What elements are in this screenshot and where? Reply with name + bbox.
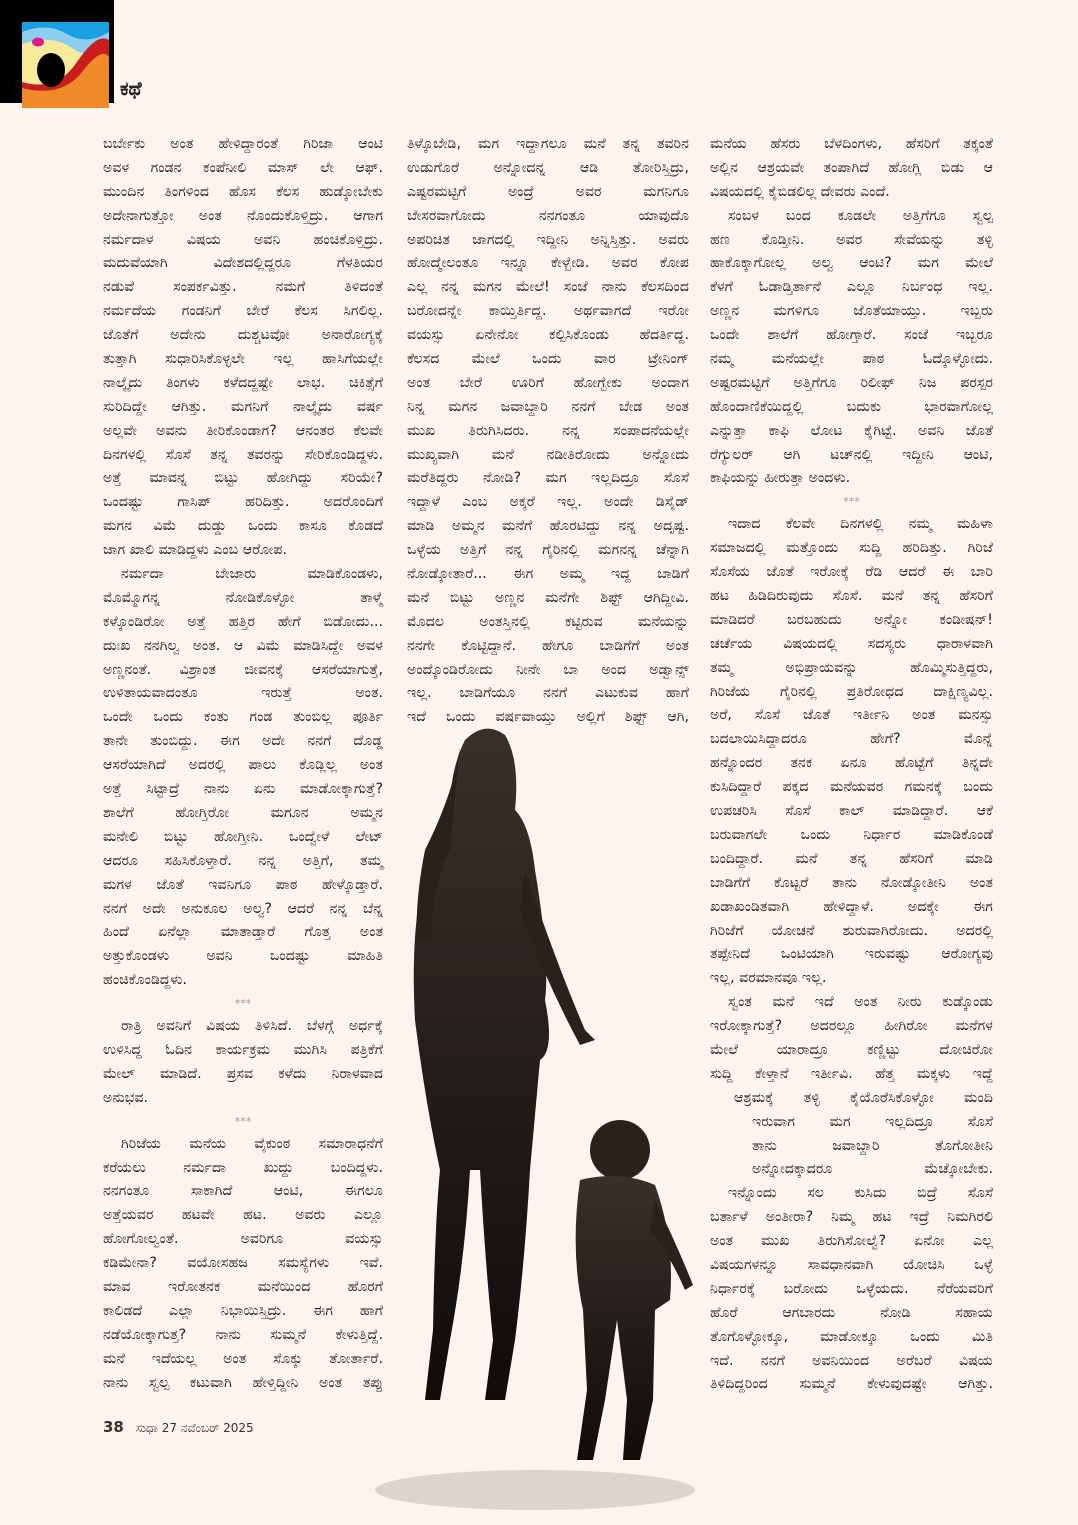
text-line: ಗಿರಿಜೆಗೆ ಯೋಚನೆ ಶುರುವಾಗಿರೋದು. ಅದರಲ್ಲಿ bbox=[710, 922, 993, 939]
text-line: ಕೆಲಸದ ಮೇಲೆ ಒಂದು ವಾರ ಟ್ರೇನಿಂಗ್ bbox=[407, 351, 689, 368]
section-separator: *** bbox=[234, 1114, 252, 1128]
text-line: ಜಾಗ ಖಾಲಿ ಮಾಡಿದ್ದಳು ಎಂಬ ಆರೋಪ. bbox=[103, 542, 287, 559]
text-line: ಅತ್ತೆ ಸಿಟ್ಟಾದ್ರೆ ನಾನು ಏನು ಮಾಡೋಕ್ಕಾಗುತ್ತೆ? bbox=[103, 781, 383, 798]
text-line: ನನಗಂತೂ ಸಾಕಾಗಿದೆ ಆಂಟಿ, ಈಗಲೂ bbox=[103, 1183, 383, 1200]
text-line: ರೆಗ್ಯುಲರ್ ಆಗಿ ಟಚ್‌ನಲ್ಲಿ ಇದ್ದೀನಿ ಆಂಟಿ, bbox=[710, 446, 993, 463]
paragraph bbox=[103, 1133, 383, 1396]
text-line: ಜೊತೆಗೆ ಅದೇನು ದುಶ್ಚಟವೋ ಅನಾರೋಗ್ಯಕ್ಕೆ bbox=[103, 327, 383, 344]
paragraph bbox=[710, 513, 993, 991]
article-column-2 bbox=[407, 133, 689, 730]
text-line: ಗಿರಿಜೆಯ ಗೈರಿನಲ್ಲಿ ಪ್ರತಿರೋಧದ ದಾಕ್ಷಿಣ್ಯವಿಲ್ಲ. bbox=[710, 683, 993, 700]
kathe-section-logo bbox=[22, 22, 109, 108]
section-label: ಕಥೆ bbox=[120, 78, 142, 100]
text-line: ಮೊಮ್ಮೊಗನ್ನ ನೋಡಿಕೊಳ್ಳೋ ತಾಳ್ಮೆ bbox=[103, 589, 383, 606]
text-line: ಕುಸಿದಿದ್ದಾರೆ ಪಕ್ಕದ ಮನೆಯವರ ಗಮನಕ್ಕೆ ಬಂದು bbox=[710, 779, 993, 796]
text-line: ಬದಲಾಯಿಸಿದ್ದಾದರೂ ಹೇಗೆ? ಮೊನ್ನೆ bbox=[710, 731, 993, 748]
text-line: ಎಷ್ಟರಮಟ್ಟಿಗೆ ಅಂದ್ರೆ ಅವರ ಮಗನಿಗೂ bbox=[407, 183, 689, 200]
text-line: ಮನೆ ಬಿಟ್ಟು ಅಣ್ಣನ ಮನೆಗೇ ಶಿಫ್ಟ್ ಆಗಿದ್ದೀವಿ. bbox=[407, 589, 689, 606]
text-line: ವಿಷಯದಲ್ಲಿ ಕೈಬಿಡಲಿಲ್ಲ ದೇವರು ಎಂದೆ. bbox=[710, 183, 890, 200]
text-line: ಇದಾದ ಕೆಲವೇ ದಿನಗಳಲ್ಲಿ ನಮ್ಮ ಮಹಿಳಾ bbox=[728, 516, 993, 533]
text-line: ಗಿರಿಜೆಯ ಮನೆಯ ವೈಕುಂಠ ಸಮಾರಾಧನೆಗೆ bbox=[121, 1135, 383, 1152]
paragraph bbox=[710, 1087, 993, 1183]
text-line: ಉಡುಗೊರೆ ಅನ್ನೋದನ್ನ ಆಡಿ ತೋರಿಸ್ತಿದ್ರು, bbox=[407, 159, 689, 176]
text-line: ಬೇಸರವಾಗೋದು ನನಗಂತೂ ಯಾವುದೊ bbox=[407, 207, 689, 224]
text-line: ತಪ್ಪೇನಿದೆ ಒಂಟಿಯಾಗಿ ಇರುವಷ್ಟು ಆರೋಗ್ಯವು bbox=[710, 946, 993, 963]
paragraph bbox=[103, 1015, 383, 1111]
text-line: ತೊಗೊಳ್ಳೋಕ್ಕೂ, ಮಾಡೋಕ್ಕೂ ಒಂದು ಮಿತಿ bbox=[710, 1328, 993, 1345]
text-line: ಬಾಡಿಗೆಗೆ ಕೊಟ್ಟರೆ ತಾನು ನೋಡ್ಕೋತೀನಿ ಅಂತ bbox=[710, 874, 993, 891]
text-line: ಅತ್ತುಕೊಂಡಳು ಅವನಿ ಒಂದಷ್ಟು ಮಾಹಿತಿ bbox=[103, 948, 383, 965]
child-head bbox=[590, 1120, 650, 1180]
text-line: ಮೊದಲ ಅಂತಸ್ತಿನಲ್ಲಿ ಕಟ್ಟಿರುವ ಮನೆಯನ್ನು bbox=[407, 613, 689, 630]
text-line: ಬಂದಿದ್ದಾರೆ. ಮನೆ ತನ್ನ ಹೆಸರಿಗೆ ಮಾಡಿ bbox=[710, 850, 993, 867]
paragraph bbox=[407, 133, 689, 730]
text-line: ಅತ್ತೆ ಮಾವನ್ನ ಬಿಟ್ಟು ಹೋಗಿದ್ದು ಸರಿಯೇ? bbox=[103, 470, 383, 487]
magazine-name: ಸುಧಾ bbox=[135, 1421, 158, 1435]
text-line: ಮೇಲ್ ಮಾಡಿದೆ. ಪ್ರಸವ ಕಳೆದು ನಿರಾಳವಾದ bbox=[103, 1065, 383, 1082]
text-line: ಆದರೂ ಸಹಿಸಿಕೊಳ್ತಾರೆ. ನನ್ನ ಅತ್ತಿಗೆ, ತಮ್ಮ bbox=[103, 852, 383, 869]
text-line: ಮನೆಯ ಹೆಸರು ಬೆಳದಿಂಗಳು, ಹೆಸರಿಗೆ ತಕ್ಕಂತೆ bbox=[710, 136, 993, 152]
text-line: ಸುದ್ದಿ ಕೇಳ್ತಾನೆ ಇರ್ತೀವಿ. ಹೆತ್ತ ಮಕ್ಕಳು ಇದ್ದೆ bbox=[710, 1065, 993, 1082]
text-line: ಖಡಾಖಂಡಿತವಾಗಿ ಹೇಳಿದ್ದಾಳೆ. ಅದಕ್ಕೇ ಈಗ bbox=[710, 898, 993, 915]
text-line: ಅನುಭವ. bbox=[103, 1089, 149, 1106]
text-line: ಮುಖ ತಿರುಗಿಸಿದರು. ನನ್ನ ಸಂಪಾದನೆಯಲ್ಲೇ bbox=[407, 422, 689, 439]
text-line: ಸಮಾಜದಲ್ಲಿ ಮತ್ತೊಂದು ಸುದ್ದಿ ಹರಿದಿತ್ತು. ಗಿರಿಜೆ bbox=[710, 540, 993, 557]
text-line: ನಡುವೆ ಸಂಪರ್ಕವಿತ್ತು. ನಮಗೆ ತಿಳಿದಂತೆ bbox=[103, 279, 383, 296]
page-footer bbox=[103, 1418, 254, 1436]
text-line: ಸಂಬಳ ಬಂದ ಕೂಡಲೇ ಅತ್ತಿಗೆಗೂ ಸ್ವಲ್ಪ bbox=[728, 207, 993, 224]
text-line: ನಾಲ್ಕೈದು ತಿಂಗಳು ಕಳೆದದ್ದಷ್ಟೇ ಲಾಭ. ಚಿಕಿತ್ಸೆಗೆ bbox=[103, 374, 383, 391]
paragraph bbox=[103, 563, 383, 993]
text-line: ಸ್ವಂತ ಮನೆ ಇದೆ ಅಂತ ನೀರು ಕುಡ್ಕೊಂಡು bbox=[728, 994, 993, 1011]
text-line: ಅಣ್ಣನ ಮಗಳಿಗೂ ಜೊತೆಯಾಯ್ತು. ಇಬ್ಬರು bbox=[710, 303, 993, 320]
text-line: ತಮ್ಮ ಅಭಿಪ್ರಾಯವನ್ನು ಹೊಮ್ಮಿಸುತ್ತಿದ್ದರು, bbox=[710, 659, 993, 676]
text-line: ಒಂದಷ್ಟು ಗಾಸಿಪ್ ಹರಿದಿತ್ತು. ಅದರೊಂದಿಗೆ bbox=[103, 494, 383, 511]
text-line: ಅರೆ, ಸೊಸೆ ಜೊತೆ ಇರ್ತೀನಿ ಅಂತ ಮನಸ್ಸು bbox=[710, 707, 993, 724]
paragraph bbox=[103, 133, 383, 563]
text-line: ನಡೆಯೋಕ್ಕಾಗುತ್ತ? ನಾನು ಸುಮ್ಮನೆ ಕೇಳುತ್ತಿದ್ದೆ. bbox=[103, 1326, 383, 1343]
text-line: ಆಶ್ರಮಕ್ಕೆ ತಳ್ಳಿ ಕೈಯೊರೆಸಿಕೊಳ್ಳೋ ಮಂದಿ bbox=[734, 1089, 993, 1106]
text-line: ಕಾಲಿಡದೆ ಎಲ್ಲಾ ನಿಭಾಯಿಸ್ತಿದ್ರು. ಈಗ ಹಾಗೆ bbox=[103, 1302, 383, 1319]
text-line: ಮಾಡಿ ಅಮ್ಮನ ಮನೆಗೆ ಹೊರಟಿದ್ದು ನನ್ನ ಅದೃಷ್ಟ. bbox=[407, 518, 689, 535]
text-line: ಅಷ್ಟರಮಟ್ಟಿಗೆ ಅತ್ತಿಗೆಗೂ ರಿಲೀಫ್ ನಿಜ ಪರಸ್ಪರ bbox=[710, 374, 993, 391]
text-line: ಅತ್ತೆಯವರ ಹಟವೇ ಹಟ. ಅವರು ಎಲ್ಲೂ bbox=[103, 1207, 383, 1224]
text-line: ಅದೇನಾಗುತ್ತೋ ಅಂತ ನೊಂದುಕೊಳ್ತಿದ್ರು. ಆಗಾಗ bbox=[103, 207, 383, 224]
text-line: ಅಲ್ಲಿನ ಆಶ್ರಯವೇ ತಂಪಾಗಿದೆ ಹೋಗ್ಲಿ ಬಿಡು ಆ bbox=[710, 159, 993, 176]
text-line: ಸೊಸೆಯ ಜೊತೆ ಇರೋಕ್ಕೆ ರೆಡಿ ಆದರೆ ಈ ಬಾರಿ bbox=[710, 564, 993, 581]
text-line: ಹಂಚಿಕೊಂಡಿದ್ದಳು. bbox=[103, 972, 188, 989]
text-line: ಅಂತ ಬೇರೆ ಊರಿಗೆ ಹೋಗ್ಬೇಕು ಅಂದಾಗ bbox=[407, 374, 689, 391]
text-line: ಇದೆ ಒಂದು ವರ್ಷವಾಯ್ತು ಅಲ್ಲಿಗೆ ಶಿಫ್ಟ್ ಆಗಿ, bbox=[407, 709, 689, 726]
text-line: ಶಾಲೆಗೆ ಹೋಗ್ತಿರೋ ಮಗೂನ ಅಮ್ಮನ bbox=[103, 804, 383, 821]
text-line: ಕಾಫಿಯನ್ನು ಹೀರುತ್ತಾ ಅಂದಳು. bbox=[710, 470, 851, 487]
text-line: ಮುಖ್ಯವಾಗಿ ಮನೆ ನಡೀತಿರೋದು ಅನ್ನೋದು bbox=[407, 446, 689, 463]
text-line: ಒಂದೇ ಶಾಲೆಗೆ ಹೋಗ್ತಾರೆ. ಸಂಜೆ ಇಬ್ಬರೂ bbox=[710, 327, 993, 344]
article-column-3 bbox=[710, 133, 993, 1397]
text-line: ನಿನ್ನ ಮಗನ ಜವಾಬ್ದಾರಿ ನನಗೆ ಬೇಡ ಅಂತ bbox=[407, 398, 689, 415]
paragraph bbox=[710, 133, 993, 205]
text-line: ಬರುವಾಗಲೇ ಒಂದು ನಿರ್ಧಾರ ಮಾಡಿಕೊಂಡೆ bbox=[710, 826, 993, 843]
text-line: ಹೋಗೋಲ್ವಂತೆ. ಅವರಿಗೂ ವಯಸ್ಸು bbox=[103, 1231, 383, 1248]
text-line: ಕೆಳಗೆ ಓಡಾಡ್ತಿರ್ತಾನೆ ಎಲ್ಲೂ ನಿರ್ಬಂಧ ಇಲ್ಲ. bbox=[710, 279, 993, 296]
text-line: ಅಣ್ಣನಂತೆ. ವಿಶ್ರಾಂತ ಜೀವನಕ್ಕೆ ಆಸರೆಯಾಗುತ್ತೆ, bbox=[103, 661, 383, 678]
text-line: ಇದೆ. ನನಗೆ ಅವನಿಯಿಂದ ಅರೆಬರೆ ವಿಷಯ bbox=[710, 1352, 993, 1369]
text-line: ಅವಳ ಗಂಡನ ಕಂಪೆನೀಲಿ ಮಾಸ್ ಲೇ ಆಫ್. bbox=[103, 159, 383, 176]
text-line: ಇನ್ನೊಂದು ಸಲ ಕುಸಿದು ಬಿದ್ರೆ ಸೊಸೆ bbox=[728, 1185, 993, 1202]
article-column-1 bbox=[103, 133, 383, 1395]
page-number: 38 bbox=[103, 1418, 124, 1436]
text-line: ಇಲ್ಲ, ವರಮಾನವೂ ಇಲ್ಲ. bbox=[710, 970, 827, 987]
text-line: ವಿಷಯಗಳನ್ನೂ ಸಾವಧಾನವಾಗಿ ಯೋಚಿಸಿ ಒಳ್ಳೆ bbox=[710, 1256, 993, 1273]
text-line: ಮನೇಲಿ ಬಿಟ್ಟು ಹೋಗ್ತೀನಿ. ಒಂದ್ವೇಳೆ ಲೇಟ್ bbox=[103, 828, 383, 845]
text-line: ಚರ್ಚೆಯ ವಿಷಯದಲ್ಲಿ ಸದಸ್ಯರು ಧಾರಾಳವಾಗಿ bbox=[710, 635, 993, 652]
text-line: ನೋಡ್ಕೋತಾರೆ... ಈಗ ಅಮ್ಮ ಇದ್ದ ಬಾಡಿಗೆ bbox=[407, 566, 689, 583]
text-line: ತಾನೇ ತುಂಬಿದ್ದು. ಈಗ ಅದೇ ನನಗೆ ದೊಡ್ಡ bbox=[103, 733, 383, 750]
text-line: ನಾನು ಸ್ವಲ್ಪ ಕಟುವಾಗಿ ಹೇಳ್ತಿದ್ದೀನಿ ಅಂತ ತಪ್ಪು bbox=[103, 1374, 383, 1391]
text-line: ಹೊರೆ ಆಗಬಾರದು ನೋಡಿ ಸಹಾಯ bbox=[710, 1304, 993, 1321]
text-line: ಮರೆತಿದ್ದರು ನೋಡಿ? ಮಗ ಇಲ್ಲದಿದ್ರೂ ಸೊಸೆ bbox=[407, 470, 689, 487]
text-line: ಅಲ್ಲವೇ ಅವನು ತೀರಿಕೊಂಡಾಗ? ಆನಂತರ ಕೆಲವೇ bbox=[103, 422, 383, 439]
text-line: ಮುಂದಿನ ತಿಂಗಳಿಂದ ಹೊಸ ಕೆಲಸ ಹುಡ್ಕೋಬೇಕು bbox=[103, 183, 383, 200]
text-line: ಹನ್ನೊಂದರ ತನಕ ಏನೂ ಹೊಟ್ಟೆಗೆ ತಿನ್ನದೇ bbox=[710, 755, 993, 772]
mother-child-illustration bbox=[355, 700, 700, 1510]
text-line: ಎಲ್ಲ ನನ್ನ ಮಗನ ಮೇಲೆ! ಸಂಜೆ ನಾನು ಕೆಲಸದಿಂದ bbox=[407, 279, 689, 296]
text-line: ತಿಳಿದಿದ್ದರಿಂದ ಸುಮ್ಮನೆ ಕೇಳುವುದಷ್ಟೇ ಆಗಿತ್ತು. bbox=[710, 1376, 993, 1393]
text-line: ಇರೋಕ್ಕಾಗುತ್ತೆ? ಅದರಲ್ಲೂ ಹೀಗಿರೋ ಮನೆಗಳ bbox=[710, 1018, 993, 1035]
text-line: ಅಂದ್ಕೊಂಡಿರೋದು ನೀನೇ ಬಾ ಅಂದ ಅಡ್ವಾನ್ಸ್ bbox=[407, 661, 689, 678]
text-line: ನನಗೇ ಕೊಟ್ಟಿದ್ದಾನೆ. ಹೇಗೂ ಬಾಡಿಗೆಗೆ ಅಂತ bbox=[407, 637, 689, 654]
text-line: ಮನೆ ಇದೆಯಲ್ಲ ಅಂತ ಸೊಕ್ಕು ತೋರ್ತಾರೆ. bbox=[103, 1350, 383, 1367]
text-line: ಹಣ ಕೊಡ್ತೀನಿ. ಅವರ ಸೇವೆಯನ್ನು ತಳ್ಳಿ bbox=[710, 231, 993, 248]
text-line: ಆಸರೆಯಾಗಿದೆ ಅದರಲ್ಲಿ ಪಾಲು ಕೊಡ್ಲಿಲ್ಲ ಅಂತ bbox=[103, 757, 383, 774]
text-line: ನರ್ಮದಾ ಬೇಜಾರು ಮಾಡಿಕೊಂಡಳು, bbox=[121, 566, 383, 583]
text-line: ಸುರಿದಿದ್ದೇ ಆಗಿತ್ತು. ಮಗನಿಗೆ ನಾಲ್ಕೈದು ವರ್ಷ bbox=[103, 398, 383, 415]
text-line: ಉಳಿಸಿದ್ದ ಓದಿನ ಕಾರ್ಯಕ್ರಮ ಮುಗಿಸಿ ಪತ್ರಿಕೆಗೆ bbox=[103, 1041, 383, 1058]
text-line: ಮೇಲೆ ಯಾರಾದ್ರೂ ಕಣ್ಣಿಟ್ಟು ದೋಚಿರೋ bbox=[710, 1041, 993, 1058]
text-line: ಹಿಂದೆ ಏನೆಲ್ಲಾ ಮಾತಾಡ್ತಾರೆ ಗೊತ್ತ ಅಂತ bbox=[103, 924, 383, 941]
text-line: ದುಃಖ ನನಗಿಲ್ವ ಅಂತ. ಆ ವಿಮೆ ಮಾಡಿಸಿದ್ದೇ ಅವಳ bbox=[103, 637, 383, 654]
text-line: ಕಳ್ಕೊಂಡಿರೋ ಅತ್ತೆ ಹತ್ತಿರ ಹೇಗೆ ಬಿಡೋದು... bbox=[103, 613, 383, 630]
text-line: ಅಂತ ಮುಖ ತಿರುಗಿಸೋಲ್ವೆ? ಏನೋ ಎಲ್ಲ bbox=[710, 1233, 993, 1250]
text-line: ನರ್ಮದಾಳ ವಿಷಯ ಅವನಿ ಹಂಚಿಕೊಳ್ತಿದ್ರು. bbox=[103, 231, 383, 248]
mother-figure bbox=[414, 729, 549, 1400]
text-line: ನನಗೆ ಅದೇ ಅನುಕೂಲ ಅಲ್ವ? ಆದರೆ ನನ್ನ ಬೆನ್ನ bbox=[103, 900, 383, 917]
text-line: ಮಗನ ವಿಮೆ ದುಡ್ಡು ಒಂದು ಕಾಸೂ ಕೊಡದೆ bbox=[103, 518, 383, 535]
text-line: ಉಳಿತಾಯವಾದಂತೂ ಇರುತ್ತೆ ಅಂತ. bbox=[103, 685, 383, 702]
text-line: ಬರ್ತಾಳೆ ಅಂತೀರಾ? ನಿಮ್ಮ ಹಟ ಇದ್ರೆ ನಿಮಗಿರಲಿ bbox=[710, 1209, 993, 1226]
text-line: ಹೊಂದಾಣಿಕೆಯಿದ್ದಲ್ಲಿ ಬದುಕು ಭಾರವಾಗೋಲ್ಲ bbox=[710, 398, 993, 415]
text-line: ಮಾಡಿದರೆ ಬರಬಹುದು ಅನ್ನೋ ಕಂಡೀಷನ್! bbox=[710, 611, 993, 628]
paragraph bbox=[710, 205, 993, 492]
text-line: ನಿರ್ಧಾರಕ್ಕೆ ಬರೋದು ಒಳ್ಳೆಯದು. ನೆರೆಯವರಿಗೆ bbox=[710, 1280, 993, 1297]
text-line: ರಾತ್ರಿ ಅವನಿಗೆ ವಿಷಯ ತಿಳಿಸಿದೆ. ಬೆಳಗ್ಗೆ ಅರ್ಧಕ್ಕೆ bbox=[121, 1018, 383, 1035]
issue-date: 27 ನವೆಂಬರ್ 2025 bbox=[161, 1421, 254, 1435]
text-line: ನಮ್ಮ ಮನೆಯಲ್ಲೇ ಪಾಠ ಓದ್ಕೊಳ್ಳೋದು. bbox=[710, 351, 993, 368]
text-line: ದಿನಗಳಲ್ಲಿ ಸೊಸೆ ತನ್ನ ತವರನ್ನು ಸೇರಿಕೊಂಡಿದ್ದಳು. bbox=[103, 446, 383, 463]
section-separator: *** bbox=[234, 997, 252, 1011]
text-line: ಉಪಚರಿಸಿ ಸೊಸೆ ಕಾಲ್ ಮಾಡಿದ್ದಾರೆ. ಆಕೆ bbox=[710, 803, 993, 820]
text-line: ನರ್ಮದೆಯ ಗಂಡನಿಗೆ ಬೇರೆ ಕೆಲಸ ಸಿಗಲಿಲ್ಲ. bbox=[103, 303, 383, 320]
text-line: ತಾನು ಜವಾಬ್ದಾರಿ ತೊಗೋತೀನಿ bbox=[752, 1137, 993, 1154]
ground-shadow bbox=[375, 1470, 695, 1510]
text-line: ಮಾವ ಇರೋತನಕ ಮನೆಯಿಂದ ಹೊರಗೆ bbox=[103, 1278, 383, 1295]
text-line: ಹೋದ್ಮೇಲಂತೂ ಇನ್ನೂ ಕೇಳ್ಬೇಡಿ. ಅವರ ಕೋಪ bbox=[407, 255, 689, 272]
text-line: ಮಗಳ ಜೊತೆ ಇವನಿಗೂ ಪಾಠ ಹೇಳ್ಕೊಡ್ತಾರೆ. bbox=[103, 876, 383, 893]
text-line: ಇದ್ದಾಳೆ ಎಂಬ ಅಕ್ಕರೆ ಇಲ್ಲ. ಅಂದೇ ಡಿಸೈಡ್ bbox=[407, 494, 689, 511]
text-line: ಎನ್ನುತ್ತಾ ಕಾಫಿ ಲೋಟ ಕೈಗಿಟ್ಟೆ. ಅವನಿ ಜೊತೆ bbox=[710, 422, 993, 439]
text-line: ಹಟ ಹಿಡಿದಿರುವುದು ಸೊಸೆ. ಮನೆ ತನ್ನ ಹೆಸರಿಗೆ bbox=[710, 588, 993, 605]
text-line: ತಿಳ್ಕೊಬೇಡಿ, ಮಗ ಇದ್ದಾಗಲೂ ಮನೆ ತನ್ನ ತವರಿನ bbox=[407, 136, 689, 152]
section-separator: *** bbox=[843, 495, 860, 509]
text-line: ಕಡಿಮೇನಾ? ವಯೋಸಹಜ ಸಮಸ್ಯೆಗಳು ಇವೆ. bbox=[103, 1255, 383, 1272]
text-line: ವಯಸ್ಸು ಏನೇನೋ ಕಲ್ಪಿಸಿಕೊಂಡು ಹೆದರ್ತಿದ್ದ. bbox=[407, 327, 689, 344]
text-line: ತುತ್ತಾಗಿ ಸುಧಾರಿಸಿಕೊಳ್ಳಲೇ ಇಲ್ಲ ಹಾಸಿಗೆಯಲ್ಲೇ bbox=[103, 351, 383, 368]
text-line: ಮದುವೆಯಾಗಿ ವಿದೇಶದಲ್ಲಿದ್ದರೂ ಗೆಳತಿಯರ bbox=[103, 255, 383, 272]
text-line: ಇಲ್ಲ. ಬಾಡಿಗೆಯೂ ನನಗೆ ಎಟುಕುವ ಹಾಗೆ bbox=[407, 685, 689, 702]
text-line: ಒಳ್ಳೆಯ ಅತ್ತಿಗೆ ನನ್ನ ಗೈರಿನಲ್ಲಿ ಮಗನನ್ನ ಚೆನ್ನಾಗಿ bbox=[407, 542, 689, 559]
paragraph bbox=[710, 991, 993, 1087]
text-line: ಬರೋದನ್ನೇ ಕಾಯ್ತಿರ್ತಿದ್ದ. ಅರ್ಥವಾಗದೆ ಇರೋ bbox=[407, 303, 689, 320]
paragraph bbox=[710, 1182, 993, 1397]
text-line: ಒಂದೇ ಒಂದು ಕಂತು ಗಂಡ ತುಂಬಿಲ್ಲ ಪೂರ್ತಿ bbox=[103, 709, 383, 726]
text-line: ಅನ್ನೋದಕ್ಕಾದರೂ ಮೆಚ್ಕೋಬೇಕು. bbox=[752, 1161, 993, 1178]
text-line: ಅಪರಿಚಿತ ಜಾಗದಲ್ಲಿ ಇದ್ದೀನಿ ಅನ್ನಿಸ್ತಿತ್ತು. ಅವರು bbox=[407, 231, 689, 248]
text-line: ಬರ್ಬೇಕು ಅಂತ ಹೇಳಿದ್ದಾರಂತೆ ಗಿರಿಜಾ ಆಂಟಿ bbox=[103, 136, 383, 152]
text-line: ಹಾಕೊಕ್ಕಾಗೋಲ್ಲ ಅಲ್ವ ಆಂಟಿ? ಮಗ ಮೇಲೆ bbox=[710, 255, 993, 272]
text-line: ಕರೆಯಲು ನರ್ಮದಾ ಖುದ್ದು ಬಂದಿದ್ದಳು. bbox=[103, 1159, 383, 1176]
text-line: ಇರುವಾಗ ಮಗ ಇಲ್ಲದಿದ್ರೂ ಸೊಸೆ bbox=[752, 1113, 993, 1130]
